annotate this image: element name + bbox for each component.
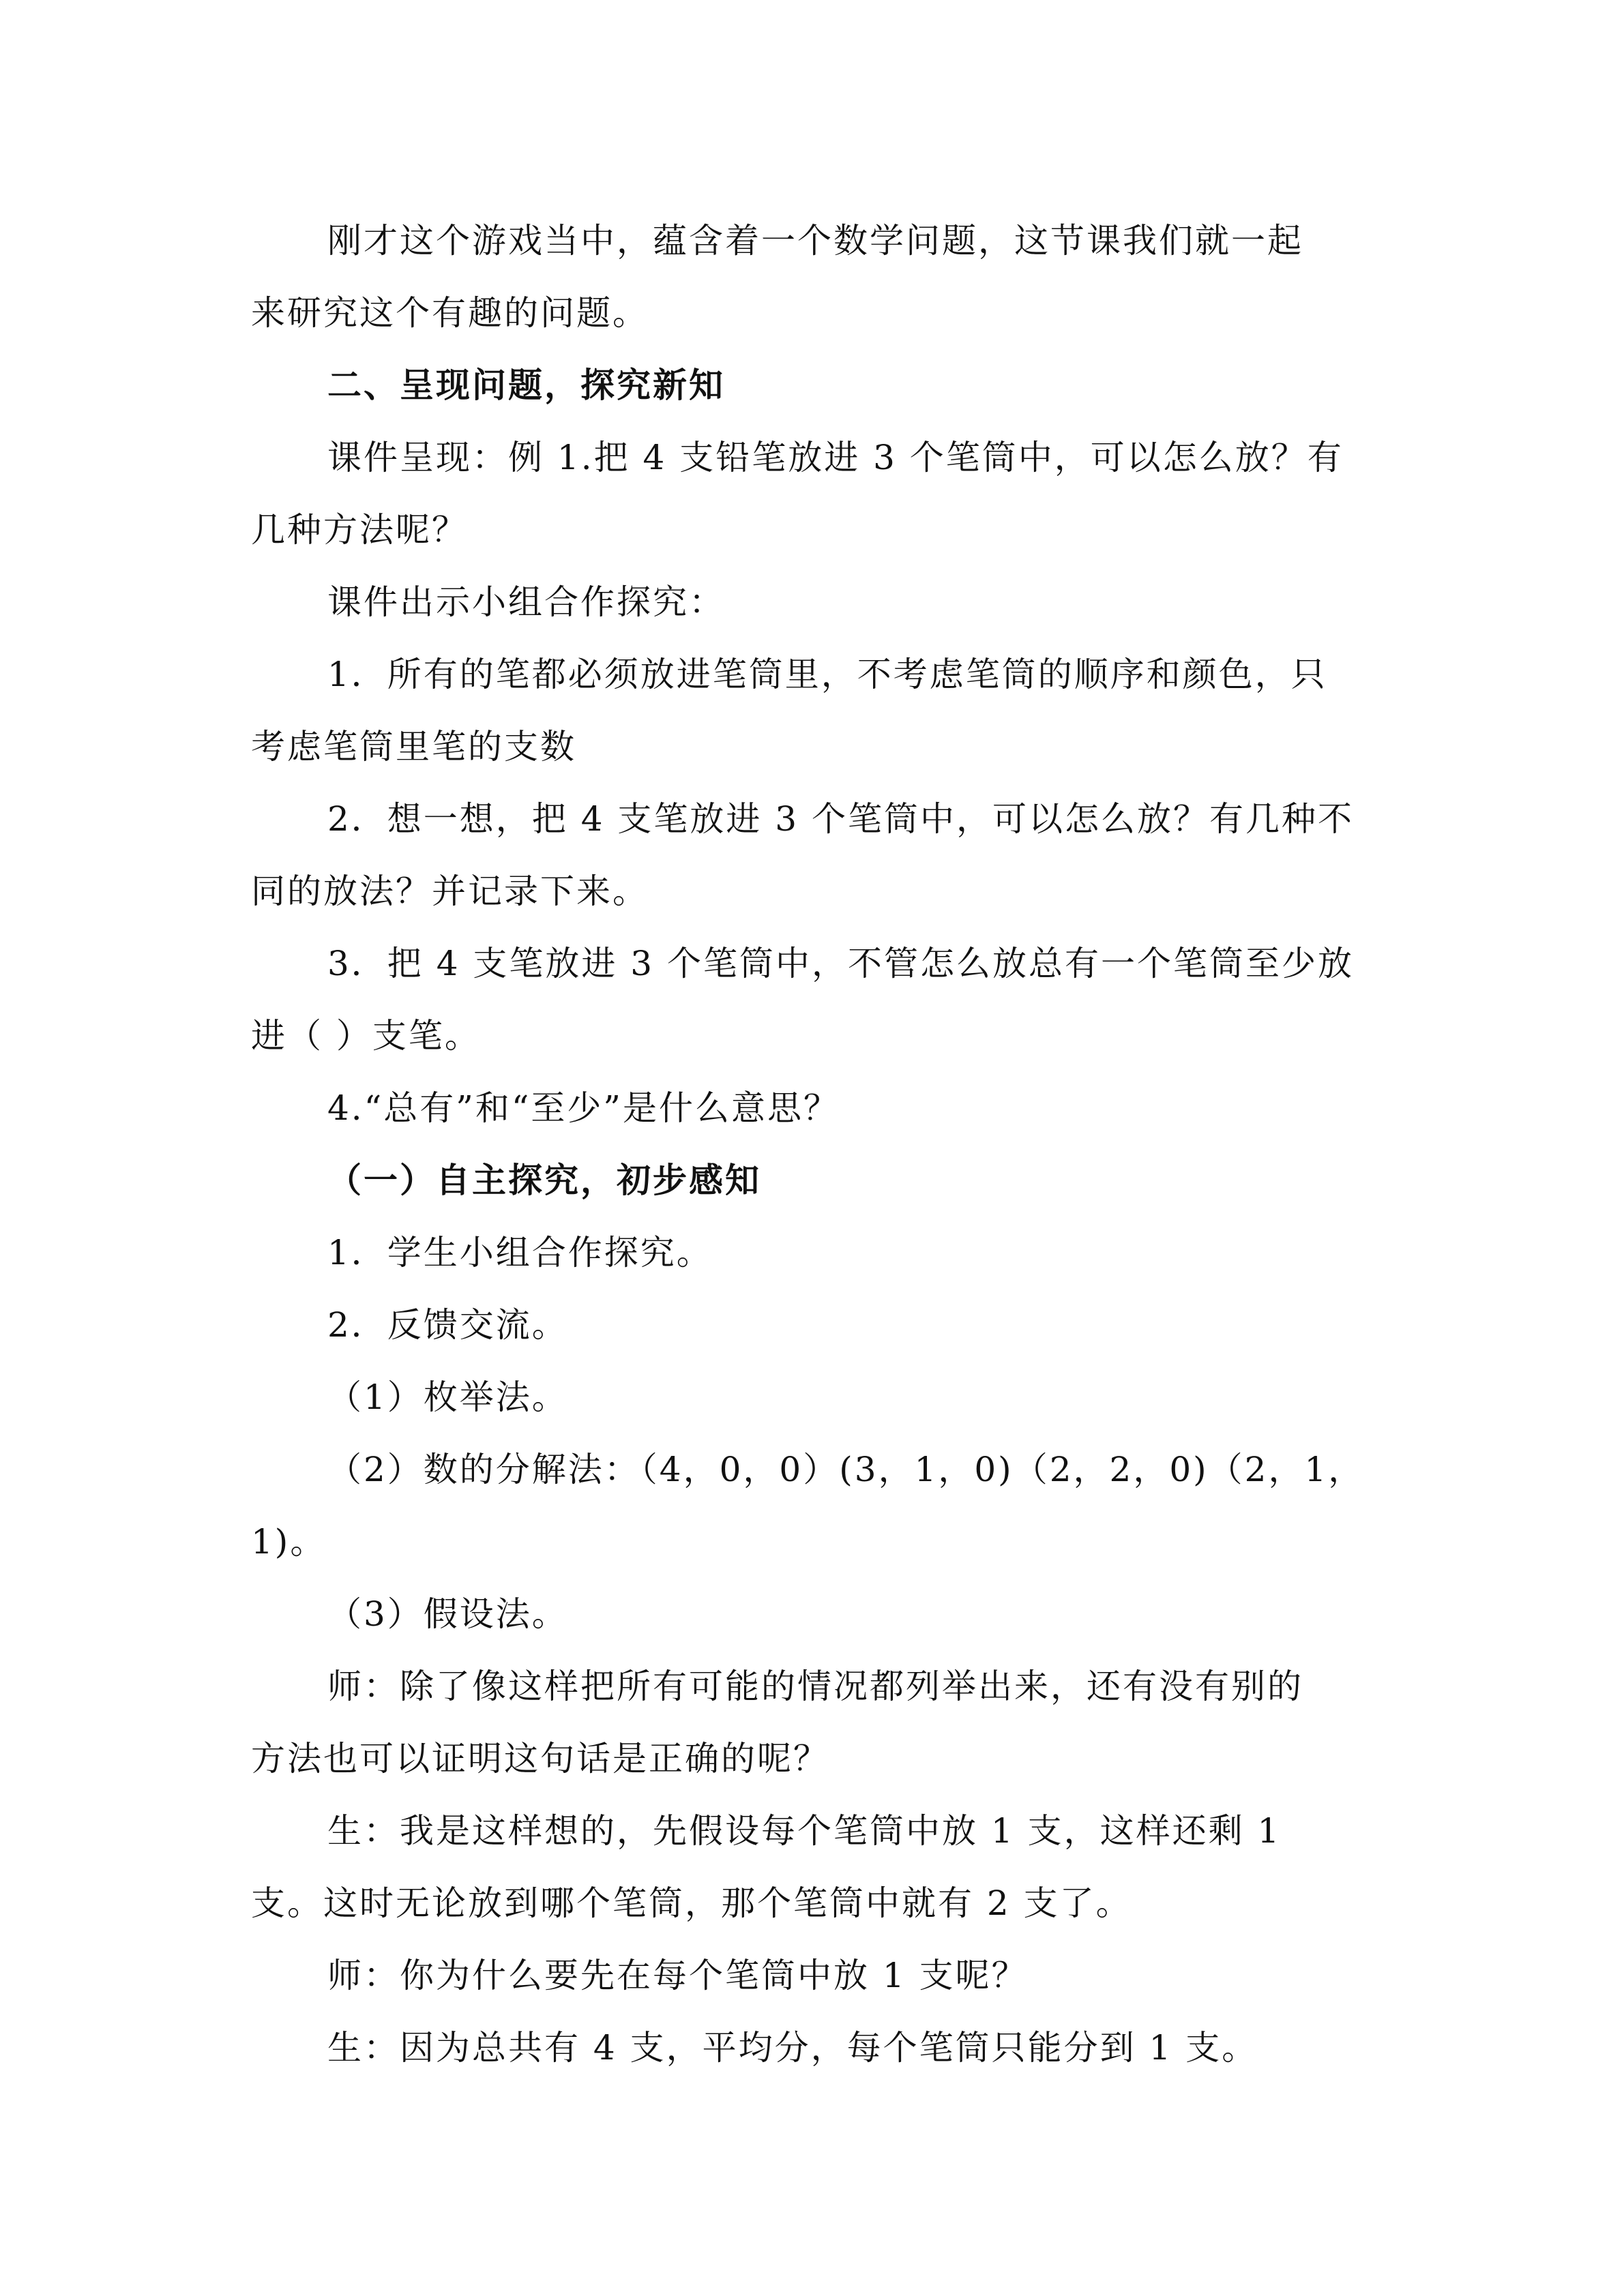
paragraph-line: 课件呈现：例 1.把 4 支铅笔放进 3 个笔筒中，可以怎么放？有 bbox=[327, 438, 1344, 477]
section-heading: 二、呈现问题，探究新知 bbox=[327, 366, 725, 405]
list-item-line: 1．学生小组合作探究。 bbox=[327, 1233, 713, 1272]
paragraph-line: 几种方法呢？ bbox=[251, 510, 468, 550]
paragraph-line: 课件出示小组合作探究： bbox=[327, 582, 725, 622]
paragraph-line: 来研究这个有趣的问题。 bbox=[251, 293, 649, 333]
dialogue-line: 生：我是这样想的，先假设每个笔筒中放 1 支，这样还剩 1 bbox=[327, 1811, 1282, 1851]
list-item-line: 进（ ）支笔。 bbox=[251, 1016, 481, 1056]
list-item-line: 1．所有的笔都必须放进笔筒里，不考虑笔筒的顺序和颜色，只 bbox=[327, 655, 1327, 694]
list-item-line: （1）枚举法。 bbox=[327, 1377, 568, 1417]
subsection-heading: （一）自主探究，初步感知 bbox=[327, 1160, 761, 1200]
list-item-line: 1)。 bbox=[251, 1522, 327, 1562]
list-item-line: 同的放法？并记录下来。 bbox=[251, 871, 649, 911]
dialogue-line: 方法也可以证明这句话是正确的呢？ bbox=[251, 1739, 829, 1778]
list-item-line: 2．反馈交流。 bbox=[327, 1305, 568, 1345]
document-body bbox=[251, 205, 1397, 2084]
dialogue-line: 支。这时无论放到哪个笔筒，那个笔筒中就有 2 支了。 bbox=[251, 1883, 1132, 1923]
dialogue-line: 师：你为什么要先在每个笔筒中放 1 支呢？ bbox=[327, 1956, 1028, 1995]
list-item-line: （3）假设法。 bbox=[327, 1594, 568, 1634]
list-item-line: 3．把 4 支笔放进 3 个笔筒中，不管怎么放总有一个笔筒至少放 bbox=[327, 944, 1355, 983]
list-item-line: 考虑笔筒里笔的支数 bbox=[251, 727, 576, 766]
dialogue-line: 师：除了像这样把所有可能的情况都列举出来，还有没有别的 bbox=[327, 1667, 1303, 1706]
paragraph-line: 刚才这个游戏当中，蕴含着一个数学问题，这节课我们就一起 bbox=[327, 221, 1303, 260]
dialogue-line: 生：因为总共有 4 支，平均分，每个笔筒只能分到 1 支。 bbox=[327, 2028, 1258, 2068]
list-item-line: （2）数的分解法：（4，0，0）(3，1，0)（2，2，0)（2，1， bbox=[327, 1450, 1365, 1489]
list-item-line: 4.“总有”和“至少”是什么意思？ bbox=[327, 1088, 840, 1128]
list-item-line: 2．想一想，把 4 支笔放进 3 个笔筒中，可以怎么放？有几种不 bbox=[327, 799, 1355, 839]
